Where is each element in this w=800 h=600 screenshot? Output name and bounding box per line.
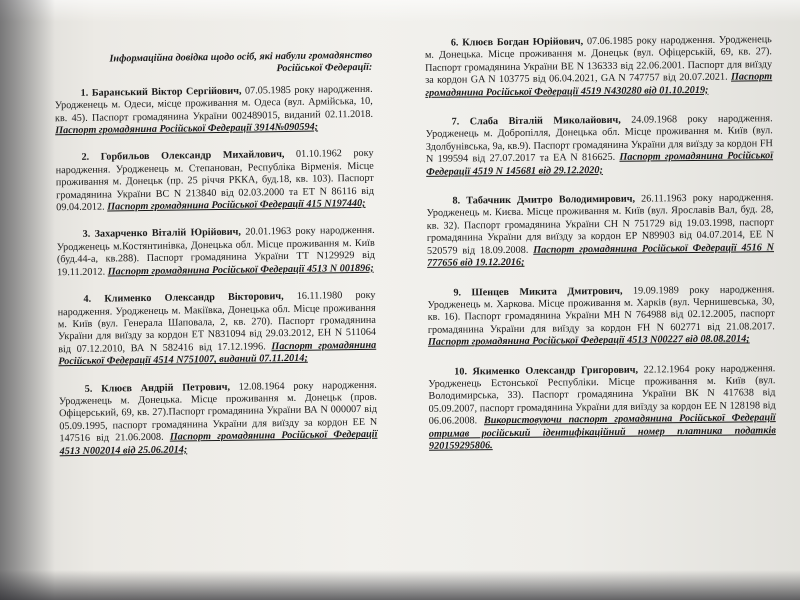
person-name: Клюєв Андрій Петрович, [101,381,231,395]
entry-details: 20.01.1963 року народження. Уродженець м.Костянтинівка, Донецька обл. Місце проживання м. Київ (буд.44-а, кв.288). Паспорт громадянина України ТТ N129929 від 19.11.2012. [56,225,376,278]
rf-passport-note: Паспорт громадянина Російської Федерації 4513 N00227 від 08.08.2014; [427,333,750,348]
rf-passport-note: Паспорт громадянина Російської Федерації 4514 N751007, виданий 07.11.2014; [58,339,377,368]
person-name: Горбильов Олександр Михайлович, [100,149,285,164]
person-name: Слаба Віталій Миколайович, [469,114,621,128]
person-name: Клименко Олександр Вікторович, [104,291,284,305]
entry-number: 9. [453,286,462,299]
person-entry [59,379,378,458]
person-entry [57,225,376,279]
left-shadow [0,0,55,600]
rf-passport-note: Паспорт громадянина Російської Федерації 4516 N 777656 від 19.12.2016; [427,241,775,269]
document-title: Інформаційна довідка щодо осіб, які набули громадянство Російської Федерації: [109,49,373,75]
person-entry [426,192,774,270]
entry-number: 4. [83,293,92,305]
bottom-shadow [0,570,800,600]
rf-passport-note: Паспорт громадянина Російської Федерації 415 N197440; [107,197,366,213]
entry-details: 07.06.1985 року народження. Уродженець м. Донецька. Місце проживання м. Донецьк (вул. Офіцерській, 69, кв. 27). Паспорт громадянина України ВЕ N 136333 від 22.06.2001. Паспорт для виїзду за кордон GA N 103775 від 06.04.2021, GA N 747757 від 20.07.2021. [424,34,773,87]
person-name: Баранський Віктор Сергійович, [91,85,242,99]
person-entry [55,84,374,138]
person-entry [426,113,774,179]
entry-details: 19.09.1989 року народження. Уродженець м. Харкова. Місце проживання м. Харків (вул. Чернишевська, 30, кв. 16). Паспорт громадянина України МН N 764988 від 02.12.2005, паспорт громадянина України для виїзду за кордон FH N 602771 від 21.08.2017. [427,283,775,336]
rf-passport-note: Паспорт громадянина Російської Федерації 4519 N430280 від 01.10.2019; [425,71,773,99]
right-column [425,34,777,470]
entry-details: 07.05.1985 року народження. Уродженець м. Одеси, місце проживання м. Одеса (вул. Армійська, 10, кв. 45). Паспорт громадянина України 002489015, виданий 02.11.2018. [54,83,374,124]
rf-passport-note: Паспорт громадянина Російської Федерації 4513 N 001896; [107,262,374,278]
entry-details: 12.08.1964 року народження. Уродженець м. Донецька. Місце проживання м. Донецьк (пров. Офіцерський, 69, кв. 27).Паспорт громадянина України ВА N 000007 від 05.09.1995, паспорт громадянина України для виїзду за кордон ЕЕ N 147516 від 21.06.2008. [58,379,378,445]
entry-number: 5. [84,383,93,395]
entry-details: 24.09.1968 року народження. Уродженець м. Добропілля, Донецька обл. Місце проживання м. Київ (вул. Здолбунівська, 9а, кв.9). Паспорт громадянина України для виїзду за кордон FH N 199594 від 27.07.2017 та EA N 816625. [425,113,773,166]
rf-passport-note: Використовуючи паспорт громадянина Російської Федерації отримав російський ідентифікаційний номер платника податків 920159295806. [428,412,776,452]
entry-details: 01.10.1962 року народження. Уродженець м. Степанован, Республіка Вірменія. Місце проживання м. Донецьк (пр. 25 річчя РККА, буд.18, кв. 103). Паспорт громадянина України ВС N 213840 від 02.03.2000 та ЕТ N 86116 від 09.04.2012. [55,148,375,214]
person-entry [427,284,775,350]
person-name: Шенцев Микита Дмитрович, [471,285,623,298]
entry-details: 26.11.1963 року народження. Уродженець м. Києва. Місце проживання м. Київ (вул. Ярославів Вал, буд. 28, кв. 32). Паспорт громадянина України СН N 751729 від 19.03.1998, паспорт громадянина України для виїзду за кордон ЕР N89903 від 04.07.2014, ЕЕ N 520579 від 18.09.2008. [426,192,774,257]
entry-number: 10. [454,365,468,378]
person-entry [428,363,776,453]
entry-details: 16.11.1980 року народження. Уродженець м. Макіївка, Донецька обл. Місце проживання м. Київ (вул. Генерала Шаповала, 2, кв. 270). Паспорт громадянина України для виїзду за кордон ЕТ N831094 від 29.03.2012, ЕН N 511064 від 07.12.2010, ВА N 582416 від 17.12.1996. [57,289,377,355]
entry-number: 6. [450,37,459,49]
person-name: Якименко Олександр Григорович, [472,364,639,377]
entry-number: 1. [80,87,89,99]
left-column [54,50,378,473]
person-name: Клюєв Богдан Юрійович, [462,36,584,49]
entry-number: 2. [81,152,90,164]
rf-passport-note: Паспорт громадянина Російської Федерації 3914№090594; [55,121,319,137]
entry-number: 7. [451,116,460,128]
entry-number: 3. [82,229,91,241]
person-entry [57,290,376,369]
entry-number: 8. [452,195,461,207]
person-name: Захарченко Віталій Юрійович, [94,227,242,241]
entry-details: 22.12.1964 року народження. Уродженець Естонської Республіки. Місце проживання м. Київ (вул. Володимирська, 33). Паспорт громадянина України ВК N 417638 від 05.09.2007, паспорт громадянина України для виїзду за кордон ЕЕ N 128198 від 06.06.2008. [428,362,776,427]
light-glare [0,0,800,22]
person-name: Табачник Дмитро Володимирович, [466,193,636,207]
rf-passport-note: Паспорт громадянина Російської Федерації 4519 N 145681 від 29.12.2020; [426,150,774,178]
person-entry [55,148,374,214]
person-entry [425,34,773,100]
rf-passport-note: Паспорт громадянина Російської Федерації 4513 N002014 від 25.06.2014; [59,428,378,457]
